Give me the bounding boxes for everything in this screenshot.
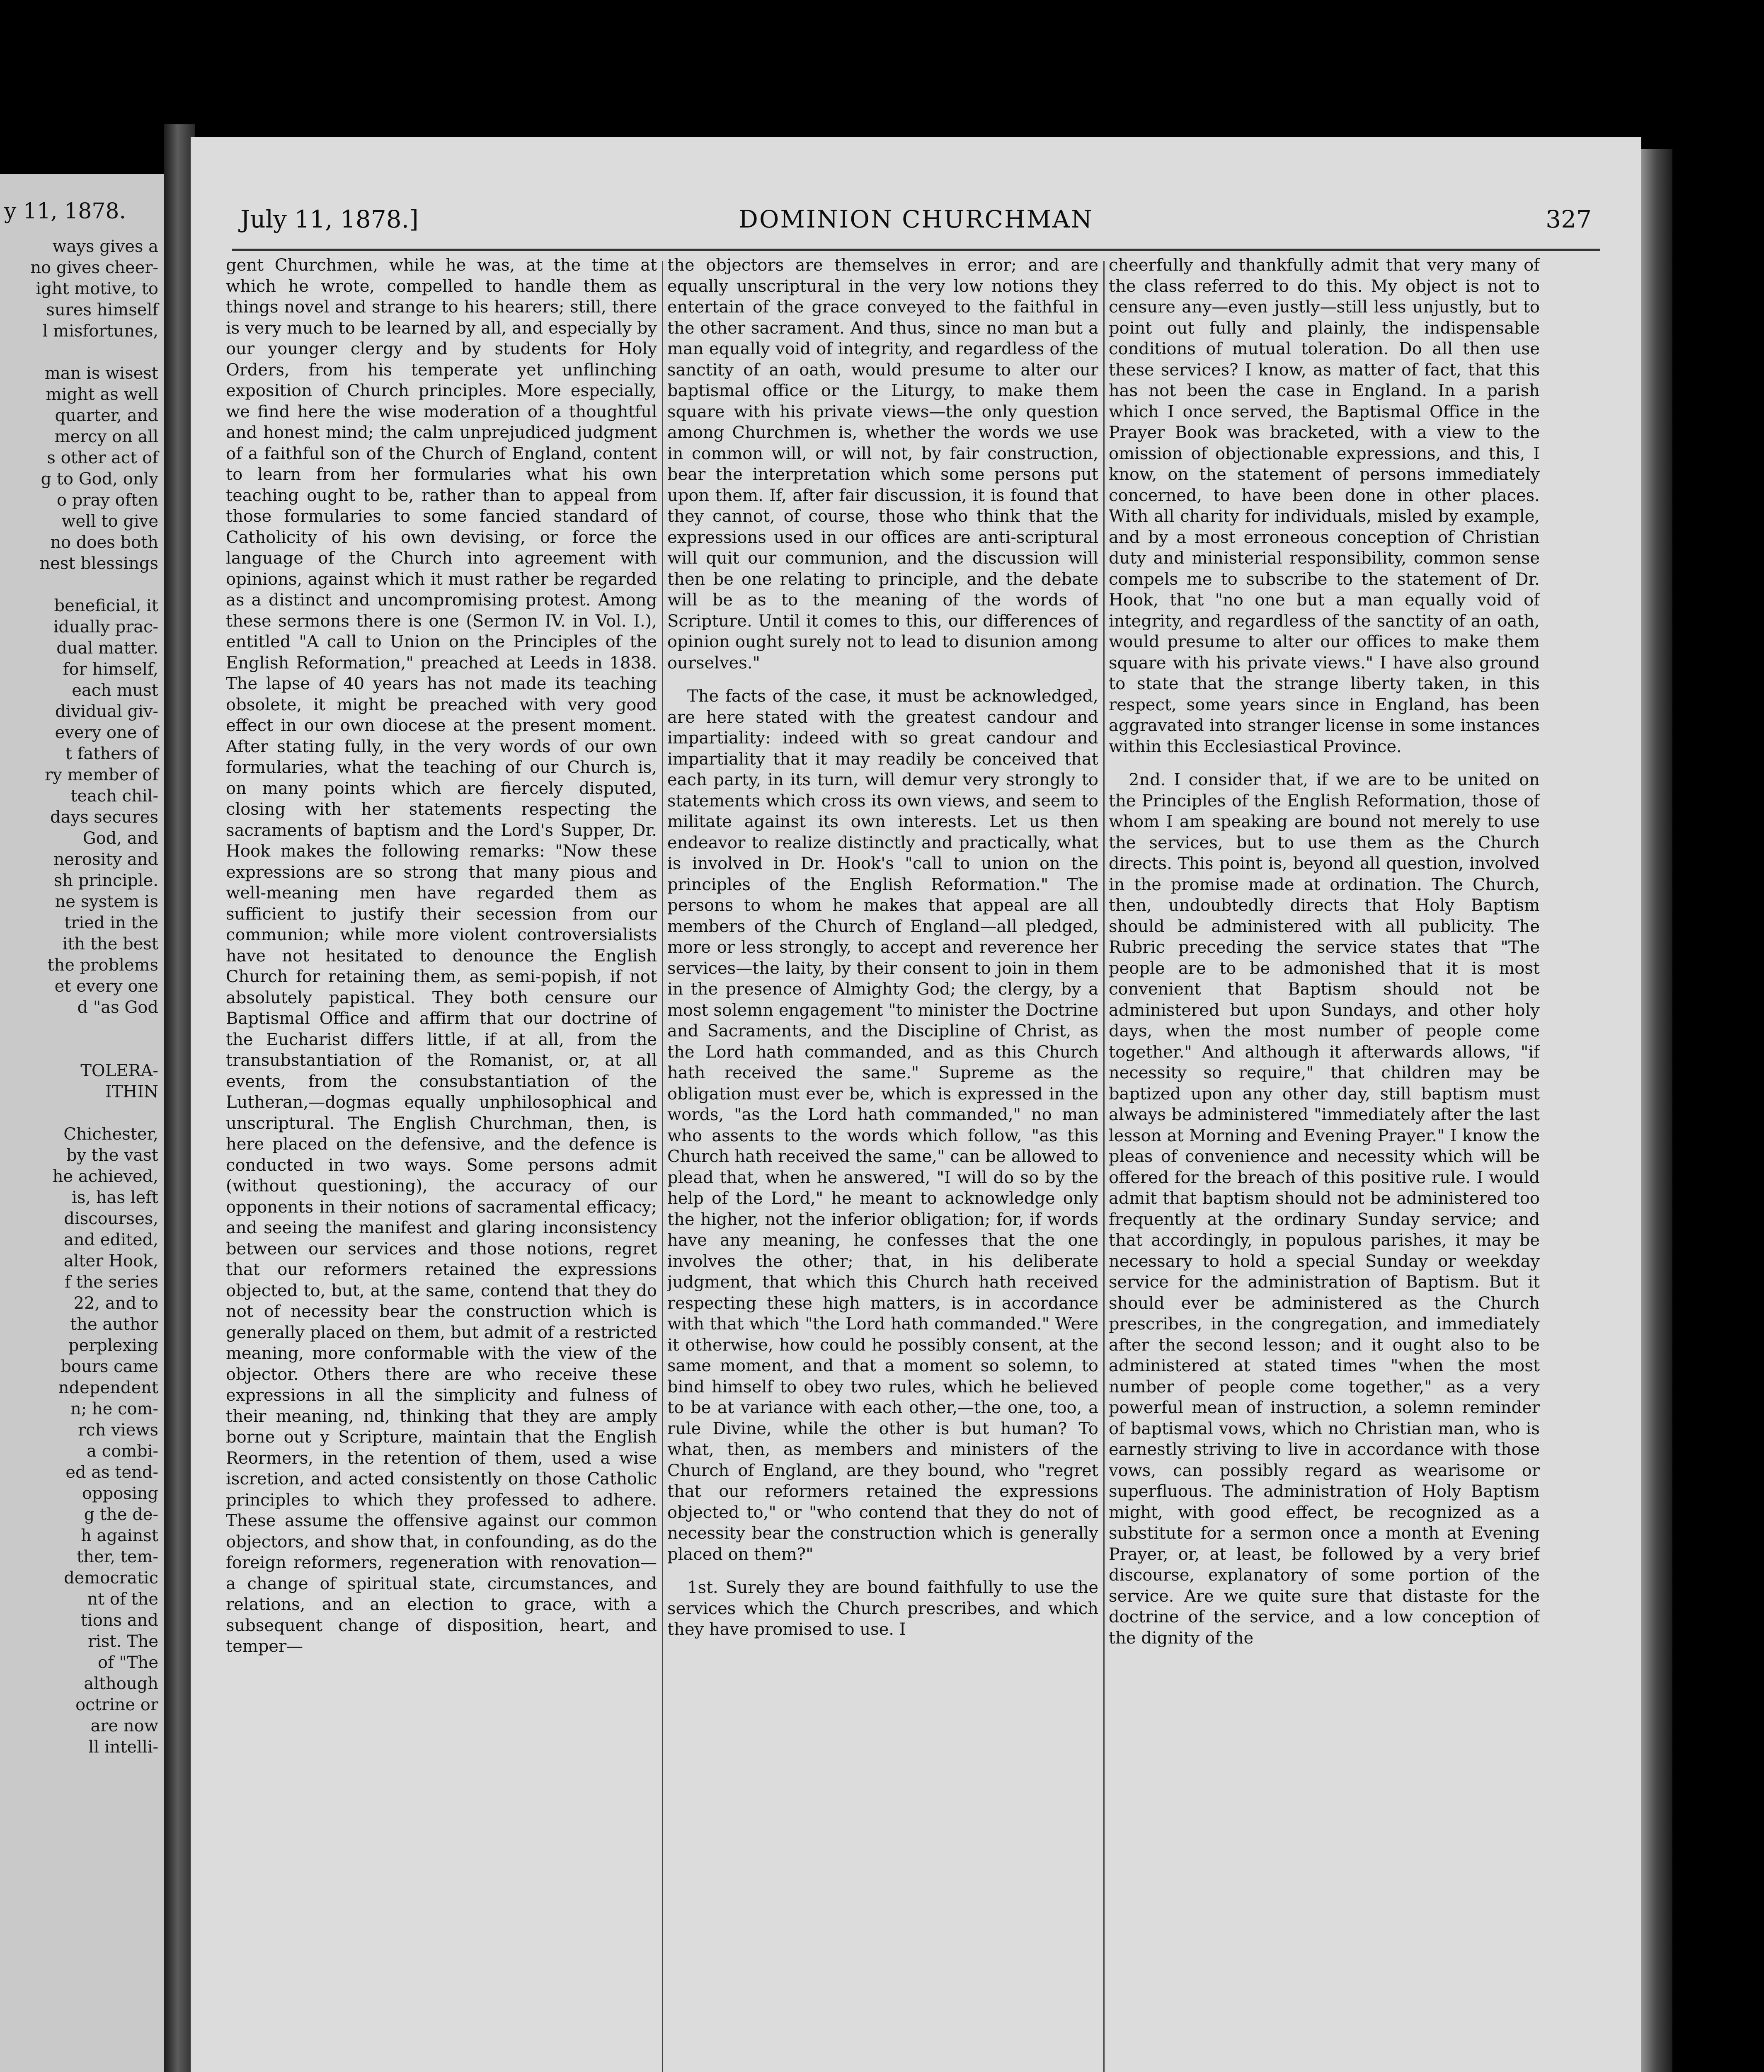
left-page-line: democratic [64,1569,158,1588]
left-page-line: ll intelli- [88,1738,158,1757]
left-page-line: tried in the [64,913,158,932]
left-page-line [8,1103,158,1124]
left-page-line: for himself, [63,660,158,679]
paragraph: 2nd. I consider that, if we are to be united on the Principles of the English Reformation, those of whom I am speaking are bound not merely to use the services, but to use them as the Church directs. This point is, beyond all question, involved in the promise made at ordination. The Church, then, undoubtedly directs that Holy Baptism should be administered with all publicity. The Rubric preceding the service states that "The people are to be admonished that it is most convenient that Baptism should not be administered but upon Sundays, and other holy days, when the most number of people come together." And although it afterwards allows, "if necessity so require," that children may be baptized upon any other day, still baptism must always be administered "immediately after the last lesson at Morning and Evening Prayer." I know the pleas of convenience and necessity which will be offered for the breach of this positive rule. I would admit that baptism should not be administered too frequently at the ordinary Sunday service; and that accordingly, in populous parishes, it may be necessary to hold a special Sunday or weekday service for the administration of Baptism. But it should ever be administered as the Church prescribes, in the congregation, and immediately after the second lesson; and it ought also to be administered at stated times "when the most number of people come together," as a very powerful mean of instruction, a solemn reminder of baptismal vows, which no Christian man, who is earnestly striving to live in accordance with those vows, can possibly regard as wearisome or superfluous. The administration of Holy Baptism might, with good effect, be recognized as a substitute for a sermon once a month at Evening Prayer, or, at least, be followed by a very brief discourse, explanatory of some portion of the service. Are we quite sure that distaste for the doctrine of the service, and a low conception of the dignity of the [1109,770,1540,1648]
left-page-line [8,1018,158,1039]
page-edge [1639,149,1672,2072]
left-page-line: a combi- [87,1442,158,1461]
left-page-date: y 11, 1878. [4,199,126,224]
left-page-line: each must [72,681,158,700]
left-page-line: dividual giv- [55,702,158,721]
left-page-line: nest blessings [39,554,158,573]
column-3 [1109,255,1540,2072]
left-page-line: is, has left [72,1188,158,1207]
left-page-line: bours came [61,1357,158,1376]
column-divider [662,261,663,2072]
left-page-line: octrine or [75,1695,158,1714]
left-page-line [8,342,158,363]
left-page-line: et every one [54,977,158,996]
left-page-line: ith the best [62,934,158,954]
left-page-line: g the de- [84,1505,158,1524]
left-page-line: l misfortunes, [42,322,158,341]
left-page-line: h against [81,1526,158,1545]
left-page-line: ITHIN [105,1082,158,1101]
left-page-line: ways gives a [52,237,158,256]
newspaper-page [191,137,1641,2072]
left-page-line: sures himself [46,300,158,320]
left-page-line: ndependent [58,1378,158,1397]
left-page-line: God, and [82,829,158,848]
left-page-line: discourses, [64,1209,158,1228]
left-page-line: by the vast [66,1146,158,1165]
left-page-line: rist. The [87,1632,158,1651]
left-page-line: s other act of [47,448,158,467]
left-page-line: ne system is [55,892,158,911]
left-page-line: idually prac- [53,617,158,637]
left-page-line: are now [90,1716,158,1736]
left-page-line: Chichester, [63,1125,158,1144]
left-page-line: ed as tend- [65,1463,158,1482]
left-page-line: might as well [46,385,158,404]
left-page-line: teach chil- [70,787,158,806]
left-page-line: ight motive, to [36,279,158,298]
left-page-line: mercy on all [54,427,158,446]
left-page-line: perplexing [68,1336,158,1355]
left-page-line: and edited, [63,1230,158,1249]
left-page-line: sh principle. [53,871,158,890]
page-number: 327 [1546,205,1592,233]
column-2 [667,255,1098,2072]
left-page-line: quarter, and [55,406,158,425]
left-page-line: n; he com- [70,1399,158,1418]
masthead-title: DOMINION CHURCHMAN [739,205,1093,233]
left-page-line: he achieved, [52,1167,158,1186]
left-page-line: well to give [61,512,158,531]
left-page-line: nerosity and [53,850,158,869]
left-page-line: of "The [97,1653,158,1672]
left-page-line: beneficial, it [54,596,158,615]
left-page-line: t fathers of [65,744,158,763]
left-page-line: TOLERA- [80,1061,158,1080]
left-page-text [8,236,158,1758]
left-page-line: the problems [47,956,158,975]
left-page-line: rch views [78,1421,158,1440]
left-page-line: 22, and to [73,1294,158,1313]
left-page-line: g to God, only [41,470,158,489]
paragraph: The facts of the case, it must be acknowledged, are here stated with the greatest candour and impartiality: indeed with so great candour and impartiality that it may readily be conceived that each party, in its turn, will demur very strongly to statements which cross its own views, and seem to militate against its own interests. Let us then endeavor to realize distinctly and practically, what is involved in Dr. Hook's "call to union on the principles of the English Reformation." The persons to whom he makes that appeal are all members of the Church of England—all pledged, more or less strongly, to accept and reverence her services—the laity, by their consent to join in them in the presence of Almighty God; the clergy, by a most solemn engagement "to minister the Doctrine and Sacraments, and the Discipline of Christ, as the Lord hath commanded, and as this Church hath received the same." Supreme as the obligation must ever be, which is expressed in the words, "as the Lord hath commanded," no man who assents to the words which follow, "as this Church hath received the same," can be allowed to plead that, when he answered, "I will do so by the help of the Lord," he meant to acknowledge only the higher, not the inferior obligation; for, if words have any meaning, he confesses that the one involves the other; that, in his deliberate judgment, that which this Church hath received respecting these high matters, is in accordance with that which "the Lord hath commanded." Were it otherwise, how could he possibly consent, at the same moment, and that a moment so solemn, to bind himself to obey two rules, which he believed to be at variance with each other,—the one, too, a rule Divine, while the other is but human? To what, then, as members and ministers of the Church of England, are they bound, who "regret that our reformers retained the expressions objected to," or "who contend that they do not of necessity bear the construction which is generally placed on them?" [667,687,1098,1564]
left-page-line: the author [70,1315,158,1334]
left-page-line: no does both [50,533,158,552]
left-page-line: opposing [82,1484,158,1503]
left-page-line: o pray often [56,491,158,510]
header-rule [232,249,1600,251]
left-page-line: ther, tem- [77,1547,158,1566]
left-page-line: nt of the [87,1590,158,1609]
book-gutter [164,124,195,2072]
paragraph: gent Churchmen, while he was, at the time at which he wrote, compelled to handle them as things novel and strange to his hearers; still, there is very much to be learned by all, and especially by our younger clergy and by students for Holy Orders, from his temperate yet unflinching exposition of Church principles. More especially, we find here the wise moderation of a thoughtful and honest mind; the calm unprejudiced judgment of a faithful son of the Church of England, content to learn from her formularies what his own teaching ought to be, rather than to appeal from those formularies to some fancied standard of Catholicity of his own devising, or force the language of the Church into agreement with opinions, against which it must rather be regarded as a distinct and uncompromising protest. Among these sermons there is one (Sermon IV. in Vol. I.), entitled "A call to Union on the Principles of the English Reformation," preached at Leeds in 1838. The lapse of 40 years has not made its teaching obsolete, it might be preached with very good effect in our own diocese at the present moment. After stating fully, in the very words of our own formularies, what the teaching of our Church is, on many points which are fiercely disputed, closing with her statements respecting the sacraments of baptism and the Lord's Supper, Dr. Hook makes the following remarks: "Now these expressions are so strong that many pious and well-meaning men have regarded them as sufficient to justify their secession from our communion; while more violent controversialists have not hesitated to denounce the English Church for retaining them, as semi-popish, if not absolutely papistical. They both censure our Baptismal Office and affirm that our doctrine of the Eucharist differs little, if at all, from the transubstantiation of the Romanist, or, at all events, from the consubstantiation of the Lutheran,—dogmas equally unphilosophical and unscriptural. The English Churchman, then, is here placed on the defensive, and the defence is conducted in two ways. Some persons admit (without questioning), the accuracy of our opponents in their notions of sacramental efficacy; and seeing the manifest and glaring inconsistency between our services and those notions, regret that our reformers retained the expressions objected to, but, at the same, contend that they do not of necessity bear the construction which is generally placed on them, but admit of a restricted meaning, more conformable with the view of the objector. Others there are who receive these expressions in all the simplicity and fulness of their meaning, nd, thinking that they are amply borne out y Scripture, maintain that the English Reormers, in the retention of them, used a wise iscretion, and acted consistently on those Catholic principles to which they professed to adhere. These assume the offensive against our common objectors, and show that, in confounding, as do the foreign reformers, regeneration with renovation—a change of spiritual state, circumstances, and relations, and an election to grace, with a subsequent change of disposition, heart, and temper— [226,256,657,1656]
left-page-line [8,574,158,595]
left-page-line: f the series [64,1273,158,1292]
left-page-line: although [84,1674,158,1693]
left-page-line: d "as God [77,998,158,1017]
left-page-line: tions and [80,1611,158,1630]
left-page-line: no gives cheer- [30,258,158,277]
left-page-line [8,1039,158,1060]
left-page-line: days secures [50,808,158,827]
header-date: July 11, 1878.] [240,205,419,233]
page-header [240,205,1592,238]
left-page-line: man is wisest [44,364,158,383]
left-page-line: every one of [55,723,158,742]
paragraph: the objectors are themselves in error; and are equally unscriptural in the very low notions they entertain of the grace conveyed to the faithful in the other sacrament. And thus, since no man but a man equally void of integrity, and regardless of the sanctity of an oath, would presume to alter our baptismal office or the Liturgy, to make them square with his private views—the only question among Churchmen is, whether the words we use in common will, or will not, by fair construction, bear the interpretation which some persons put upon them. If, after fair discussion, it is found that they cannot, of course, those who think that the expressions used in our offices are anti-scriptural will quit our communion, and the discussion will then be one relating to principle, and the debate will be as to the meaning of the words of Scripture. Until it comes to this, our differences of opinion ought surely not to lead to disunion among ourselves." [667,256,1098,673]
left-page-line: alter Hook, [63,1251,158,1271]
paragraph: cheerfully and thankfully admit that very many of the class referred to do this. My object is not to censure any—even justly—still less unjustly, but to point out fully and plainly, the indispensable conditions of mutual toleration. Do all then use these services? I know, as matter of fact, that this has not been the case in England. In a parish which I once served, the Baptismal Office in the Prayer Book was bracketed, with a view to the omission of objectionable expressions, and this, I know, on the statement of persons immediately concerned, to have been done in other places. With all charity for individuals, misled by example, and by a most erroneous conception of Christian duty and ministerial responsibility, common sense compels me to subscribe to the statement of Dr. Hook, that "no one but a man equally void of integrity, and regardless of the sanctity of an oath, would presume to alter our offices to make them square with his private views." I have also ground to state that the strange liberty taken, in this respect, some years since in England, has been aggravated into stranger license in some instances within this Ecclesiastical Province. [1109,256,1540,756]
paragraph: 1st. Surely they are bound faithfully to use the services which the Church prescribes, and which they have promised to use. I [667,1578,1098,1639]
left-page-line: dual matter. [56,639,158,658]
left-page-line: ry member of [45,765,158,784]
column-divider [1103,261,1105,2072]
left-page-fragment [0,174,166,2072]
column-1 [226,255,657,2072]
